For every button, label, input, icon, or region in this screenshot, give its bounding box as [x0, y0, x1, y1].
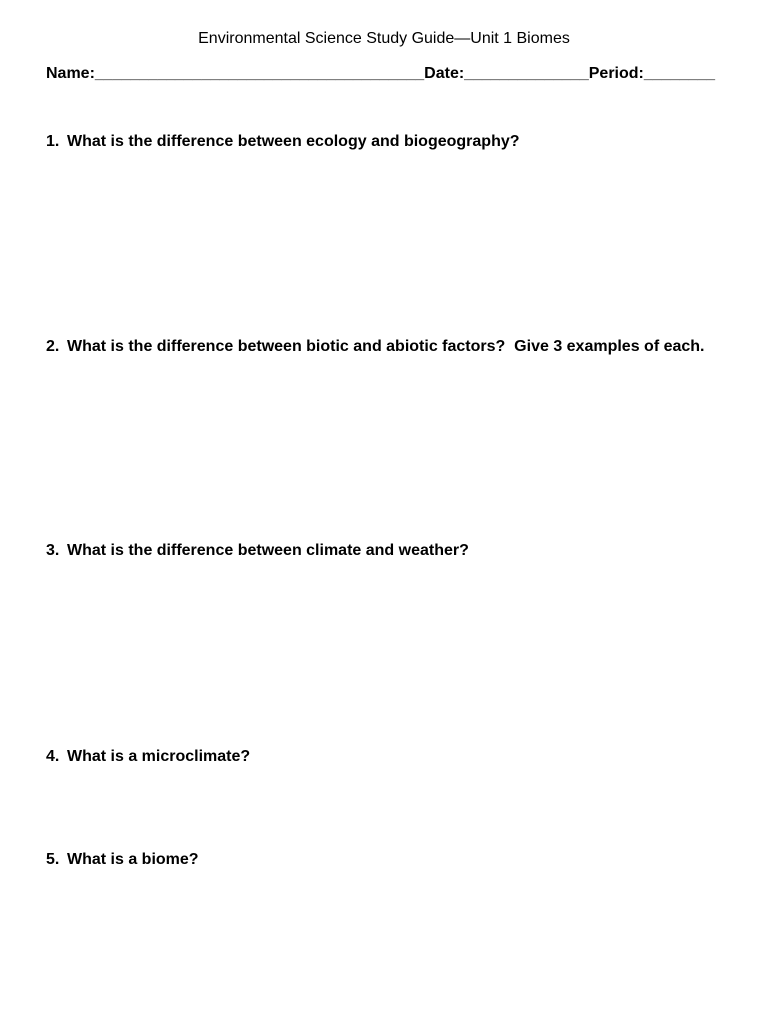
question-number: 1. [46, 133, 60, 150]
question-2 [46, 337, 705, 357]
question-1 [46, 132, 520, 152]
question-3 [46, 541, 469, 561]
period-field[interactable]: Period:________ [588, 65, 716, 82]
student-info-line [46, 64, 715, 84]
question-text: What is a biome? [67, 851, 199, 868]
question-number: 2. [46, 338, 60, 355]
question-number: 3. [46, 542, 60, 559]
question-text: What is the difference between biotic and abiotic factors? Give 3 examples of each. [67, 338, 705, 355]
question-text: What is the difference between climate and weather? [67, 542, 469, 559]
question-4 [46, 747, 250, 767]
name-field[interactable]: Name:_____________________________________ [46, 65, 425, 82]
question-text: What is a microclimate? [67, 748, 251, 765]
page-title: Environmental Science Study Guide—Unit 1 Biomes [198, 30, 570, 47]
question-text: What is the difference between ecology and biogeography? [67, 133, 520, 150]
date-field[interactable]: Date:______________ [424, 65, 589, 82]
question-5 [46, 850, 199, 870]
question-number: 4. [46, 748, 60, 765]
question-number: 5. [46, 851, 60, 868]
